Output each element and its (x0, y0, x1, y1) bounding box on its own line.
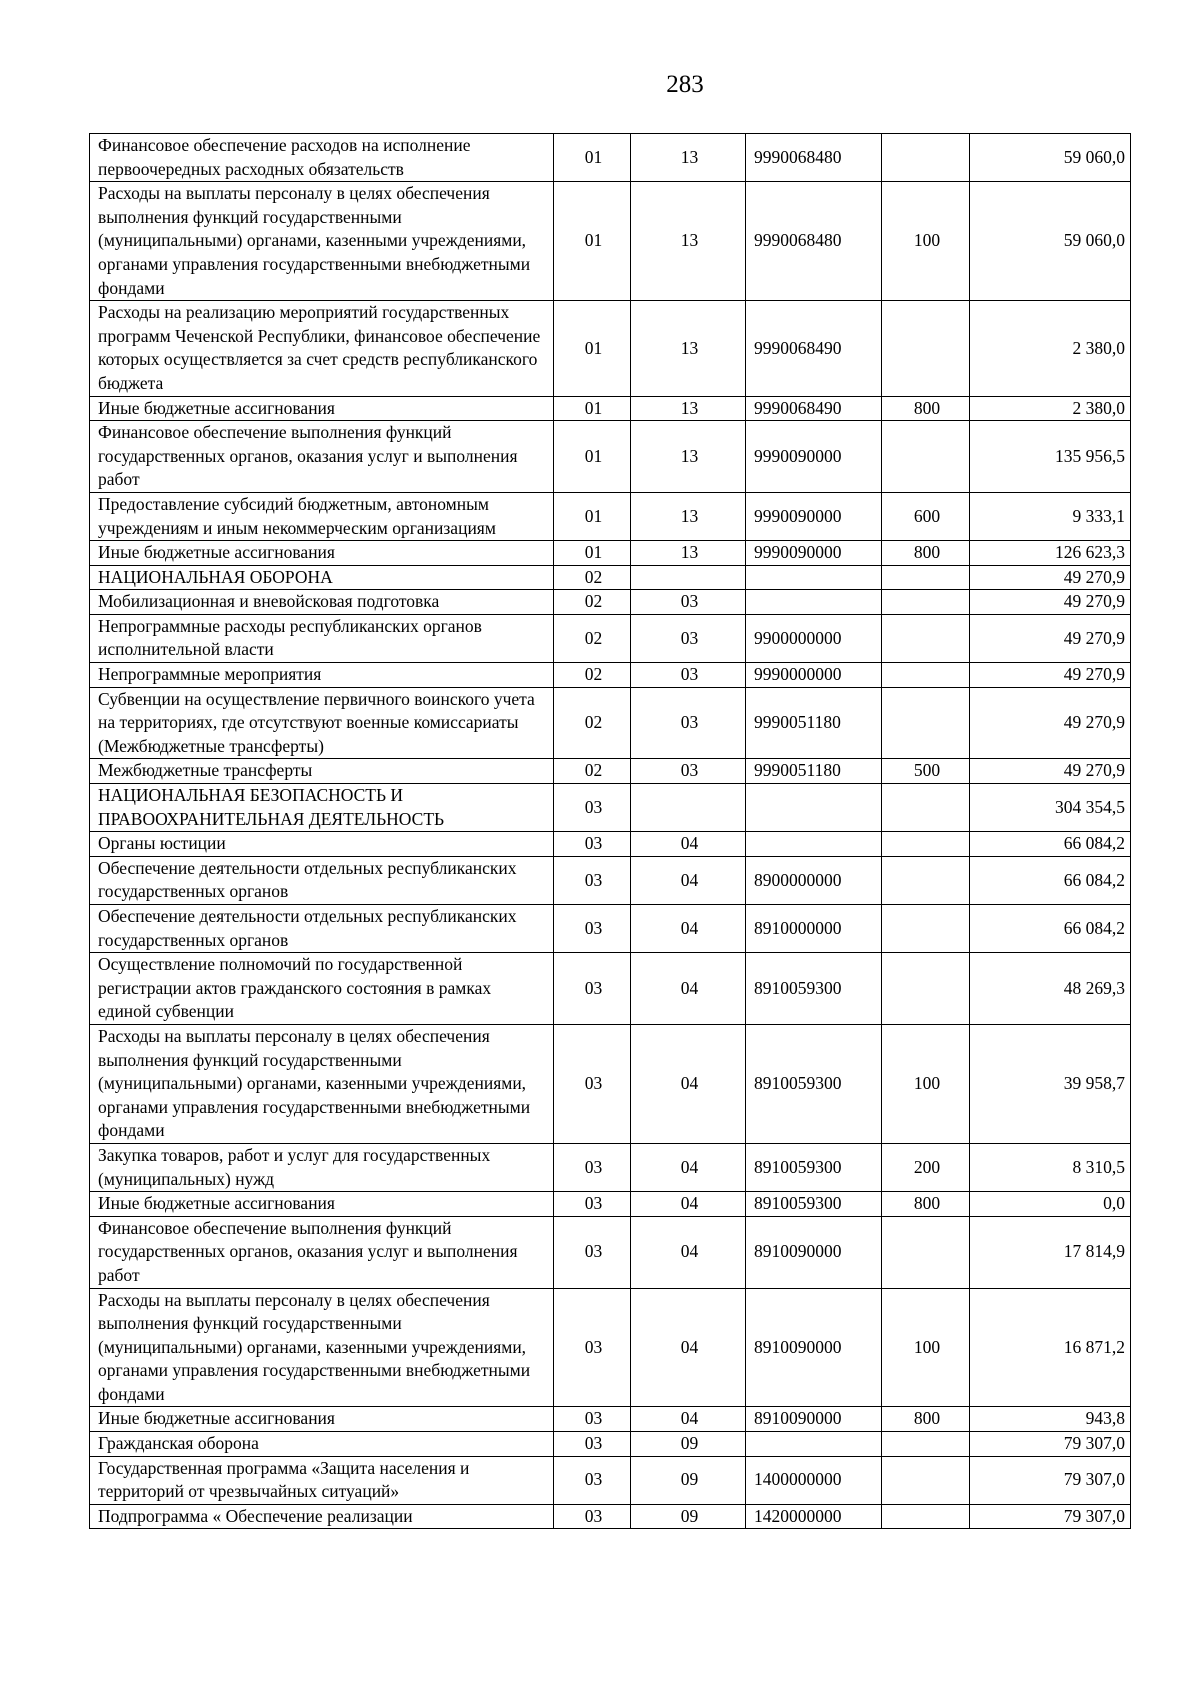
expense-type-code: 500 (882, 759, 970, 784)
section-code: 03 (554, 856, 631, 904)
table-row (90, 182, 1131, 301)
amount: 16 871,2 (970, 1288, 1131, 1407)
amount: 135 956,5 (970, 421, 1131, 493)
amount: 9 333,1 (970, 492, 1131, 540)
expense-type-code (882, 1216, 970, 1288)
subsection-code: 03 (631, 687, 746, 759)
section-code: 01 (554, 396, 631, 421)
expense-type-code (882, 1432, 970, 1457)
target-article-code: 9990068480 (746, 182, 882, 301)
item-name: Подпрограмма « Обеспечение реализации (90, 1504, 554, 1529)
table-row (90, 396, 1131, 421)
item-name: Иные бюджетные ассигнования (90, 1407, 554, 1432)
expense-type-code (882, 663, 970, 688)
amount: 2 380,0 (970, 396, 1131, 421)
table-row (90, 856, 1131, 904)
item-name: Финансовое обеспечение выполнения функций государственных органов, оказания услуг и выполнения работ (90, 421, 554, 493)
amount: 126 623,3 (970, 541, 1131, 566)
subsection-code: 04 (631, 905, 746, 953)
subsection-code: 04 (631, 1216, 746, 1288)
item-name: Обеспечение деятельности отдельных республиканских государственных органов (90, 856, 554, 904)
amount: 0,0 (970, 1192, 1131, 1217)
subsection-code: 03 (631, 663, 746, 688)
subsection-code: 04 (631, 1192, 746, 1217)
expense-type-code: 800 (882, 541, 970, 566)
target-article-code: 9990068490 (746, 396, 882, 421)
item-name: Субвенции на осуществление первичного воинского учета на территориях, где отсутствуют военные комиссариаты (Межбюджетные трансферты) (90, 687, 554, 759)
table-row (90, 1456, 1131, 1504)
target-article-code: 9990051180 (746, 687, 882, 759)
table-row (90, 687, 1131, 759)
table-row (90, 1024, 1131, 1143)
table-row (90, 832, 1131, 857)
expense-type-code: 600 (882, 492, 970, 540)
subsection-code: 13 (631, 182, 746, 301)
subsection-code (631, 565, 746, 590)
section-code: 03 (554, 1192, 631, 1217)
target-article-code: 9990068490 (746, 301, 882, 396)
table-row (90, 759, 1131, 784)
item-name: НАЦИОНАЛЬНАЯ БЕЗОПАСНОСТЬ И ПРАВООХРАНИТЕЛЬНАЯ ДЕЯТЕЛЬНОСТЬ (90, 784, 554, 832)
section-code: 02 (554, 614, 631, 662)
expense-type-code: 100 (882, 1024, 970, 1143)
item-name: Непрограммные расходы республиканских органов исполнительной власти (90, 614, 554, 662)
target-article-code: 8910090000 (746, 1407, 882, 1432)
subsection-code: 09 (631, 1456, 746, 1504)
target-article-code: 8910059300 (746, 1024, 882, 1143)
section-code: 03 (554, 1407, 631, 1432)
section-code: 03 (554, 1456, 631, 1504)
expense-type-code (882, 1456, 970, 1504)
expense-type-code: 800 (882, 396, 970, 421)
target-article-code: 9990068480 (746, 134, 882, 182)
expense-type-code (882, 421, 970, 493)
amount: 79 307,0 (970, 1456, 1131, 1504)
section-code: 01 (554, 492, 631, 540)
amount: 39 958,7 (970, 1024, 1131, 1143)
item-name: Органы юстиции (90, 832, 554, 857)
table-row (90, 492, 1131, 540)
section-code: 03 (554, 1432, 631, 1457)
item-name: Иные бюджетные ассигнования (90, 396, 554, 421)
target-article-code: 8900000000 (746, 856, 882, 904)
expense-type-code (882, 905, 970, 953)
table-row (90, 784, 1131, 832)
amount: 17 814,9 (970, 1216, 1131, 1288)
subsection-code: 13 (631, 134, 746, 182)
table-row (90, 1216, 1131, 1288)
item-name: Мобилизационная и вневойсковая подготовка (90, 590, 554, 615)
item-name: Гражданская оборона (90, 1432, 554, 1457)
subsection-code: 03 (631, 614, 746, 662)
amount: 49 270,9 (970, 614, 1131, 662)
expense-type-code (882, 614, 970, 662)
target-article-code: 9990090000 (746, 541, 882, 566)
section-code: 02 (554, 687, 631, 759)
amount: 66 084,2 (970, 832, 1131, 857)
subsection-code: 04 (631, 832, 746, 857)
expense-type-code (882, 590, 970, 615)
section-code: 03 (554, 1288, 631, 1407)
subsection-code (631, 784, 746, 832)
subsection-code: 13 (631, 396, 746, 421)
target-article-code: 9900000000 (746, 614, 882, 662)
expense-type-code (882, 687, 970, 759)
section-code: 02 (554, 663, 631, 688)
subsection-code: 04 (631, 1143, 746, 1191)
table-row (90, 565, 1131, 590)
item-name: Расходы на выплаты персоналу в целях обеспечения выполнения функций государственными (муниципальными) органами, казенными учреждениями, органами управления государственными внебюджетными фондами (90, 1024, 554, 1143)
amount: 49 270,9 (970, 565, 1131, 590)
section-code: 02 (554, 590, 631, 615)
subsection-code: 13 (631, 492, 746, 540)
subsection-code: 13 (631, 421, 746, 493)
expense-type-code: 100 (882, 182, 970, 301)
budget-table (89, 133, 1131, 1529)
target-article-code: 8910059300 (746, 1192, 882, 1217)
section-code: 03 (554, 1143, 631, 1191)
amount: 79 307,0 (970, 1432, 1131, 1457)
expense-type-code (882, 301, 970, 396)
subsection-code: 04 (631, 953, 746, 1025)
section-code: 02 (554, 565, 631, 590)
item-name: Иные бюджетные ассигнования (90, 541, 554, 566)
item-name: Непрограммные мероприятия (90, 663, 554, 688)
subsection-code: 13 (631, 301, 746, 396)
section-code: 01 (554, 134, 631, 182)
item-name: Финансовое обеспечение выполнения функций государственных органов, оказания услуг и выполнения работ (90, 1216, 554, 1288)
item-name: Расходы на выплаты персоналу в целях обеспечения выполнения функций государственными (муниципальными) органами, казенными учреждениями, органами управления государственными внебюджетными фондами (90, 1288, 554, 1407)
section-code: 02 (554, 759, 631, 784)
table-row (90, 421, 1131, 493)
expense-type-code: 800 (882, 1407, 970, 1432)
expense-type-code (882, 856, 970, 904)
section-code: 03 (554, 1216, 631, 1288)
target-article-code (746, 590, 882, 615)
table-row (90, 1143, 1131, 1191)
subsection-code: 09 (631, 1432, 746, 1457)
table-row (90, 905, 1131, 953)
amount: 8 310,5 (970, 1143, 1131, 1191)
amount: 59 060,0 (970, 182, 1131, 301)
target-article-code (746, 784, 882, 832)
amount: 49 270,9 (970, 759, 1131, 784)
expense-type-code (882, 565, 970, 590)
item-name: НАЦИОНАЛЬНАЯ ОБОРОНА (90, 565, 554, 590)
target-article-code (746, 832, 882, 857)
item-name: Финансовое обеспечение расходов на исполнение первоочередных расходных обязательств (90, 134, 554, 182)
target-article-code (746, 565, 882, 590)
table-row (90, 541, 1131, 566)
target-article-code: 9990090000 (746, 492, 882, 540)
item-name: Осуществление полномочий по государственной регистрации актов гражданского состояния в рамках единой субвенции (90, 953, 554, 1025)
target-article-code: 8910090000 (746, 1288, 882, 1407)
expense-type-code: 100 (882, 1288, 970, 1407)
table-row (90, 134, 1131, 182)
subsection-code: 04 (631, 856, 746, 904)
item-name: Расходы на реализацию мероприятий государственных программ Чеченской Республики, финансовое обеспечение которых осуществляется за счет средств республиканского бюджета (90, 301, 554, 396)
amount: 49 270,9 (970, 687, 1131, 759)
expense-type-code (882, 832, 970, 857)
expense-type-code (882, 134, 970, 182)
subsection-code: 04 (631, 1024, 746, 1143)
amount: 49 270,9 (970, 663, 1131, 688)
table-row (90, 614, 1131, 662)
item-name: Иные бюджетные ассигнования (90, 1192, 554, 1217)
amount: 66 084,2 (970, 905, 1131, 953)
expense-type-code (882, 953, 970, 1025)
section-code: 03 (554, 1024, 631, 1143)
budget-table-body (90, 134, 1131, 1529)
section-code: 03 (554, 1504, 631, 1529)
table-row (90, 1504, 1131, 1529)
subsection-code: 03 (631, 759, 746, 784)
item-name: Обеспечение деятельности отдельных республиканских государственных органов (90, 905, 554, 953)
table-row (90, 1288, 1131, 1407)
expense-type-code: 200 (882, 1143, 970, 1191)
table-row (90, 663, 1131, 688)
expense-type-code: 800 (882, 1192, 970, 1217)
table-row (90, 1432, 1131, 1457)
section-code: 01 (554, 301, 631, 396)
item-name: Государственная программа «Защита населения и территорий от чрезвычайных ситуаций» (90, 1456, 554, 1504)
target-article-code: 9990051180 (746, 759, 882, 784)
table-row (90, 590, 1131, 615)
item-name: Закупка товаров, работ и услуг для государственных (муниципальных) нужд (90, 1143, 554, 1191)
subsection-code: 04 (631, 1288, 746, 1407)
target-article-code (746, 1432, 882, 1457)
section-code: 03 (554, 784, 631, 832)
target-article-code: 9990090000 (746, 421, 882, 493)
target-article-code: 9990000000 (746, 663, 882, 688)
target-article-code: 8910059300 (746, 953, 882, 1025)
section-code: 01 (554, 541, 631, 566)
amount: 66 084,2 (970, 856, 1131, 904)
amount: 49 270,9 (970, 590, 1131, 615)
subsection-code: 03 (631, 590, 746, 615)
table-row (90, 1192, 1131, 1217)
amount: 79 307,0 (970, 1504, 1131, 1529)
target-article-code: 8910090000 (746, 1216, 882, 1288)
item-name: Предоставление субсидий бюджетным, автономным учреждениям и иным некоммерческим организациям (90, 492, 554, 540)
target-article-code: 1400000000 (746, 1456, 882, 1504)
amount: 59 060,0 (970, 134, 1131, 182)
table-row (90, 301, 1131, 396)
section-code: 03 (554, 832, 631, 857)
table-row (90, 953, 1131, 1025)
subsection-code: 04 (631, 1407, 746, 1432)
section-code: 01 (554, 182, 631, 301)
item-name: Расходы на выплаты персоналу в целях обеспечения выполнения функций государственными (муниципальными) органами, казенными учреждениями, органами управления государственными внебюджетными фондами (90, 182, 554, 301)
amount: 304 354,5 (970, 784, 1131, 832)
subsection-code: 09 (631, 1504, 746, 1529)
amount: 48 269,3 (970, 953, 1131, 1025)
expense-type-code (882, 784, 970, 832)
amount: 2 380,0 (970, 301, 1131, 396)
target-article-code: 8910059300 (746, 1143, 882, 1191)
section-code: 03 (554, 953, 631, 1025)
amount: 943,8 (970, 1407, 1131, 1432)
page-number: 283 (666, 71, 704, 98)
expense-type-code (882, 1504, 970, 1529)
subsection-code: 13 (631, 541, 746, 566)
table-row (90, 1407, 1131, 1432)
target-article-code: 8910000000 (746, 905, 882, 953)
item-name: Межбюджетные трансферты (90, 759, 554, 784)
section-code: 01 (554, 421, 631, 493)
target-article-code: 1420000000 (746, 1504, 882, 1529)
section-code: 03 (554, 905, 631, 953)
